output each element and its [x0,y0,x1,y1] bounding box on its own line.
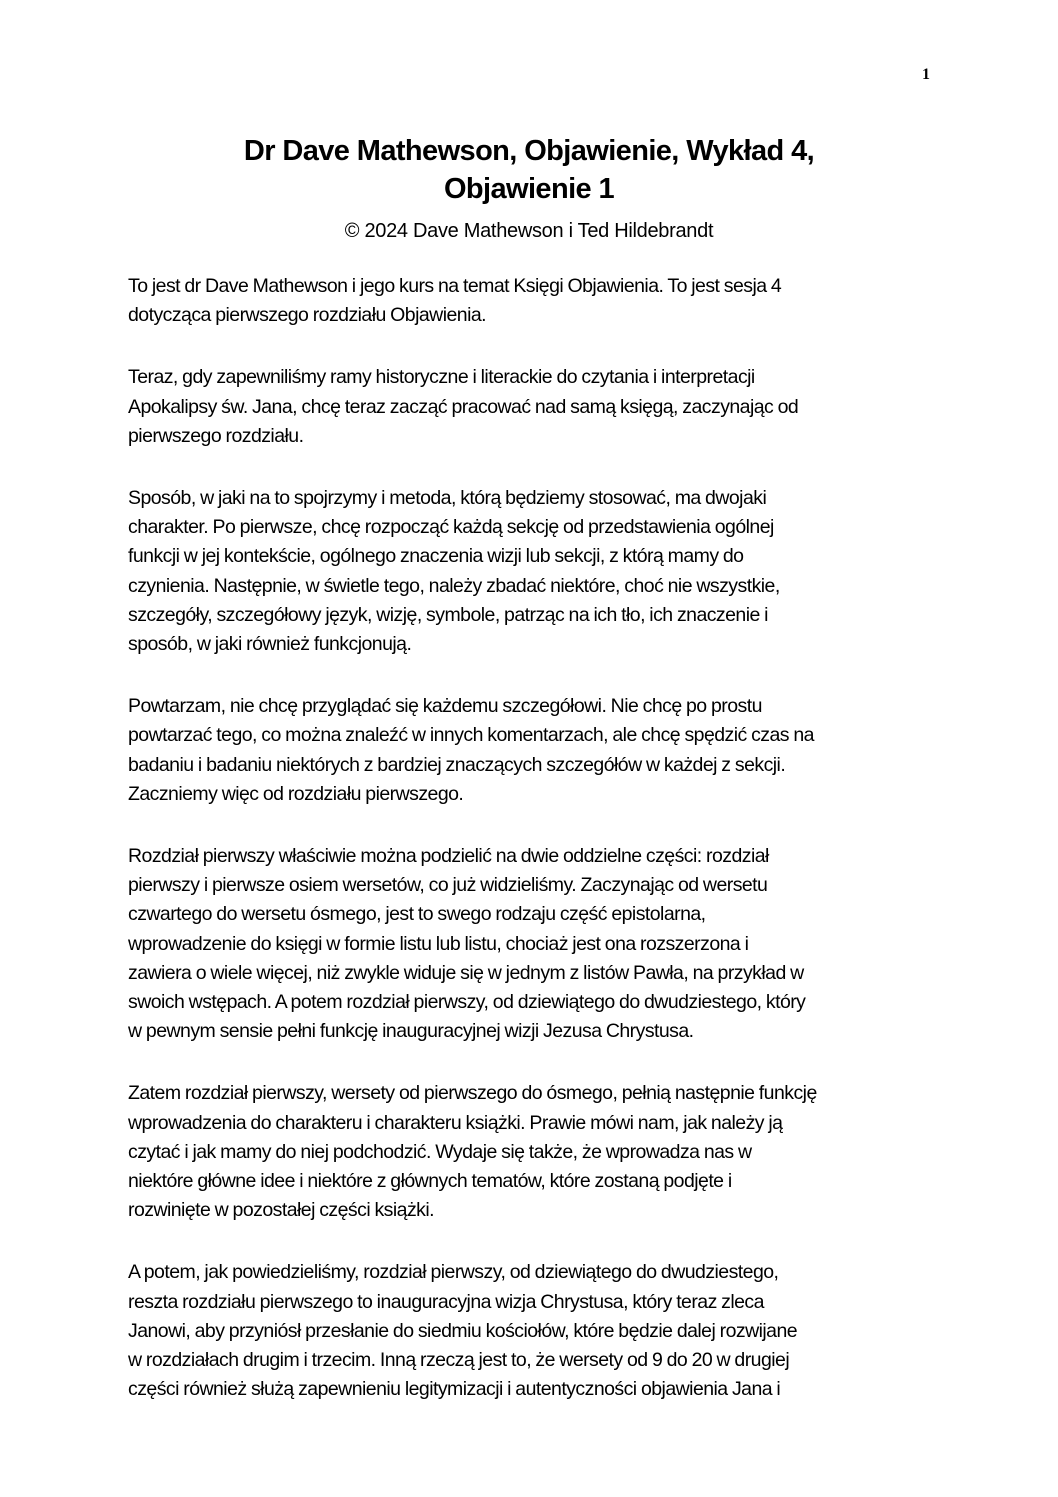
document-body [128,272,938,1438]
text-line: części również służą zapewnieniu legitymizacji i autentyczności objawienia Jana i [128,1378,781,1401]
text-line: niektóre główne idee i niektóre z głównych tematów, które zostaną podjęte i [128,1170,732,1193]
text-line: pierwszego rozdziału. [128,424,304,447]
paragraph [128,363,938,451]
text-line: rozwinięte w pozostałej części książki. [128,1199,435,1222]
title-line: Dr Dave Mathewson, Objawienie, Wykład 4, [243,135,815,167]
text-line: Rozdział pierwszy właściwie można podzielić na dwie oddzielne części: rozdział [128,845,769,868]
paragraph [128,1079,938,1225]
text-line: wprowadzenia do charakteru i charakteru książki. Prawie mówi nam, jak należy ją [128,1111,783,1134]
text-line: reszta rozdziału pierwszego to inauguracyjna wizja Chrystusa, który teraz zleca [128,1290,764,1313]
text-line: Apokalipsy św. Jana, chcę teraz zacząć pracować nad samą księgą, zaczynając od [128,395,799,418]
page-number: 1 [922,66,930,83]
paragraph [128,484,938,659]
text-line: A potem, jak powiedzieliśmy, rozdział pierwszy, od dziewiątego do dwudziestego, [128,1261,779,1284]
text-line: powtarzać tego, co można znaleźć w innych komentarzach, ale chcę spędzić czas na [128,724,814,747]
text-line: czynienia. Następnie, w świetle tego, należy zbadać niektóre, choć nie wszystkie, [128,574,780,597]
copyright-line: © 2024 Dave Mathewson i Ted Hildebrandt [344,220,714,242]
text-line: szczegóły, szczegółowy język, wizję, symbole, patrząc na ich tło, ich znaczenie i [128,603,768,626]
text-line: czytać i jak mamy do niej podchodzić. Wydaje się także, że wprowadza nas w [128,1140,752,1163]
text-line: czwartego do wersetu ósmego, jest to swego rodzaju część epistolarna, [128,903,706,926]
text-line: charakter. Po pierwsze, chcę rozpocząć każdą sekcję od przedstawienia ogólnej [128,516,774,539]
text-line: funkcji w jej kontekście, ogólnego znaczenia wizji lub sekcji, z którą mamy do [128,545,744,568]
text-line: w pewnym sensie pełni funkcję inauguracyjnej wizji Jezusa Chrystusa. [128,1020,694,1043]
text-line: Janowi, aby przyniósł przesłanie do siedmiu kościołów, które będzie dalej rozwijane [128,1319,798,1342]
text-line: To jest dr Dave Mathewson i jego kurs na temat Księgi Objawienia. To jest sesja 4 [128,275,782,297]
document-title [128,132,930,208]
text-line: zawiera o wiele więcej, niż zwykle widuje się w jednym z listów Pawła, na przykład w [128,961,804,984]
text-line: Zaczniemy więc od rozdziału pierwszego. [128,782,464,805]
text-line: swoich wstępach. A potem rozdział pierwszy, od dziewiątego do dwudziestego, który [128,991,806,1014]
title-line: Objawienie 1 [443,173,615,205]
paragraph [128,692,938,809]
text-line: wprowadzenie do księgi w formie listu lub listu, chociaż jest ona rozszerzona i [128,932,749,955]
paragraph [128,842,938,1046]
text-line: Zatem rozdział pierwszy, wersety od pierwszego do ósmego, pełnią następnie funkcję [128,1082,817,1105]
text-line: Sposób, w jaki na to spojrzymy i metoda, którą będziemy stosować, ma dwojaki [128,487,767,510]
text-line: pierwszy i pierwsze osiem wersetów, co już widzieliśmy. Zaczynając od wersetu [128,874,768,897]
paragraph [128,1258,938,1404]
text-line: sposób, w jaki również funkcjonują. [128,633,412,656]
text-line: badaniu i badaniu niektórych z bardziej znaczących szczegółów w każdej z sekcji. [128,753,786,776]
text-line: dotycząca pierwszego rozdziału Objawienia. [128,304,487,327]
paragraph [128,272,938,330]
text-line: Teraz, gdy zapewniliśmy ramy historyczne i literackie do czytania i interpretacji [128,366,755,389]
text-line: Powtarzam, nie chcę przyglądać się każdemu szczegółowi. Nie chcę po prostu [128,695,762,718]
text-line: w rozdziałach drugim i trzecim. Inną rzeczą jest to, że wersety od 9 do 20 w drugiej [128,1349,790,1372]
